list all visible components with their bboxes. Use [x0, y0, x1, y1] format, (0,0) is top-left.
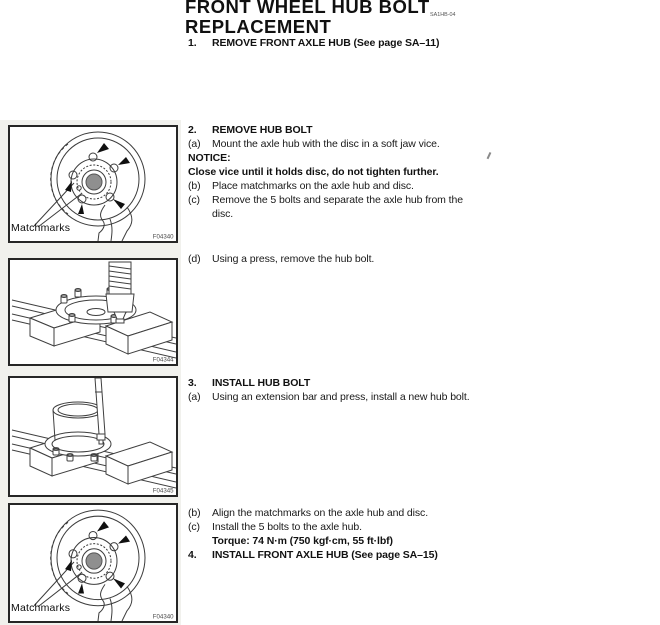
substep-label: (c): [188, 521, 200, 533]
substep-label: (b): [188, 507, 201, 519]
step-number: 3.: [188, 377, 197, 389]
substep-text: Mount the axle hub with the disc in a soft jaw vice.: [212, 138, 440, 150]
step-1: [188, 36, 640, 50]
step-text: REMOVE HUB BOLT: [212, 124, 313, 136]
figure-code: F04340: [153, 613, 174, 620]
press-install-figure: [10, 378, 176, 495]
page-title-line1: FRONT WHEEL HUB BOLT: [185, 0, 430, 17]
figure-code: F04340: [153, 233, 174, 240]
substep-text: Install the 5 bolts to the axle hub.: [212, 521, 362, 533]
substep-label: (d): [188, 253, 201, 265]
step-3-heading: [188, 376, 640, 390]
step-3b: [188, 506, 640, 520]
substep-text: Place matchmarks on the axle hub and disc.: [212, 180, 414, 192]
substep-label: (a): [188, 138, 201, 150]
press-remove-figure: [10, 260, 176, 364]
step-text: REMOVE FRONT AXLE HUB (See page SA–11): [212, 37, 440, 49]
substep-text: Align the matchmarks on the axle hub and disc.: [212, 507, 429, 519]
step-2c: [188, 193, 640, 221]
page-title: [185, 0, 430, 37]
step-3c: [188, 520, 640, 534]
step-3a: [188, 390, 640, 404]
step-2b: [188, 179, 640, 193]
torque-spec: Torque: 74 N·m (750 kgf·cm, 55 ft·lbf): [212, 535, 393, 547]
step-text: INSTALL HUB BOLT: [212, 377, 311, 389]
figure-install-disc: [8, 503, 178, 623]
substep-text: Remove the 5 bolts and separate the axle hub from the disc.: [212, 194, 463, 220]
step-number: 1.: [188, 37, 197, 49]
figure-label-matchmarks: Matchmarks: [11, 602, 71, 614]
figure-press-install: [8, 376, 178, 497]
figure-code: F04345: [153, 487, 174, 494]
step-2d: [188, 252, 640, 266]
substep-label: (c): [188, 194, 200, 206]
figure-code: F04344: [153, 356, 174, 363]
step-4: [188, 548, 640, 562]
step-number: 2.: [188, 124, 197, 136]
figure-label-matchmarks: Matchmarks: [11, 222, 71, 234]
figure-remove-disc: [8, 125, 178, 243]
step-2a: [188, 137, 640, 151]
substep-label: (b): [188, 180, 201, 192]
substep-label: (a): [188, 391, 201, 403]
notice-label: NOTICE:: [188, 152, 231, 164]
page-title-line2: REPLACEMENT: [185, 16, 332, 37]
step-text: INSTALL FRONT AXLE HUB (See page SA–15): [212, 549, 438, 561]
substep-text: Using a press, remove the hub bolt.: [212, 253, 375, 265]
step-number: 4.: [188, 549, 197, 561]
section-code: SA1HB-04: [430, 11, 456, 17]
substep-text: Using an extension bar and press, install a new hub bolt.: [212, 391, 470, 403]
notice-text: Close vice until it holds disc, do not tighten further.: [188, 166, 439, 178]
step-2-heading: [188, 123, 640, 137]
figure-press-remove: [8, 258, 178, 366]
